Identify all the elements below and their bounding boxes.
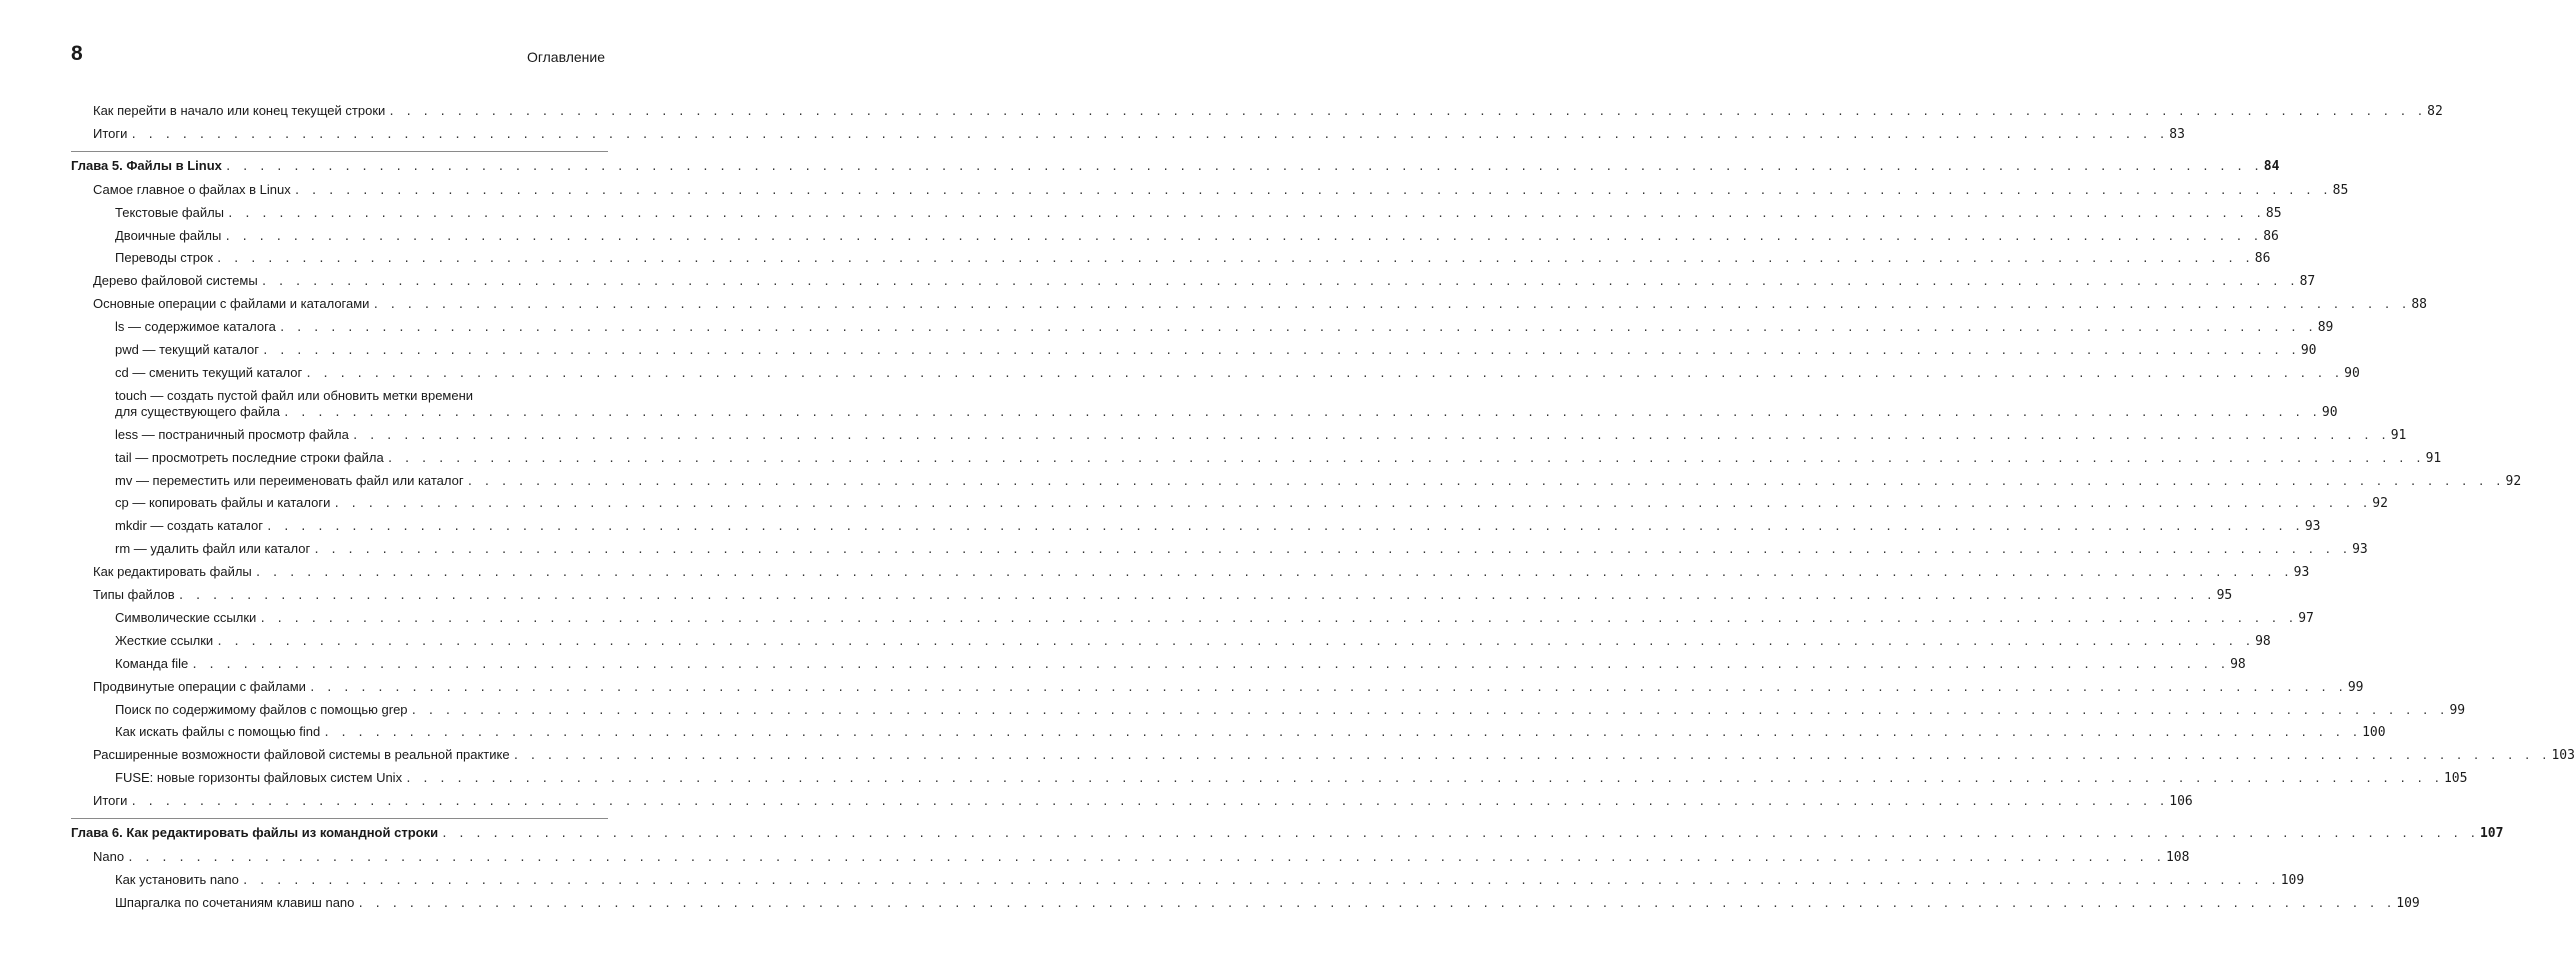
toc-entry-page: 105 — [2443, 771, 2468, 787]
page-number: 8 — [71, 42, 83, 65]
toc-entry-page: 87 — [2299, 274, 2316, 290]
dot-leader: . . . . . . . . . . . . . . . . . . . . . . . . . . . . . . . . . . . . . . . . . . . . . . . . . . . . . . . . . . . . . . . . . . . . . . . . . . . . . . . . . . . . . . . . . . . . . . . . . . . . . . . . . . . . . . . . . . . . . . . . — [333, 497, 2371, 511]
toc-entry-page: 106 — [2169, 794, 2193, 810]
toc-entry-title: Типы файлов — [93, 587, 178, 602]
dot-leader: . . . . . . . . . . . . . . . . . . . . . . . . . . . . . . . . . . . . . . . . . . . . . . . . . . . . . . . . . . . . . . . . . . . . . . . . . . . . . . . . . . . . . . . . . . . . . . . . . . . . . . . . . . . . . . . . . . . . . . . . — [191, 657, 2229, 671]
dot-leader: . . . . . . . . . . . . . . . . . . . . . . . . . . . . . . . . . . . . . . . . . . . . . . . . . . . . . . . . . . . . . . . . . . . . . . . . . . . . . . . . . . . . . . . . . . . . . . . . . . . . . . . . . . . . . . . . . . . . . . . . — [410, 703, 2448, 717]
dot-leader: . . . . . . . . . . . . . . . . . . . . . . . . . . . . . . . . . . . . . . . . . . . . . . . . . . . . . . . . . . . . . . . . . . . . . . . . . . . . . . . . . . . . . . . . . . . . . . . . . . . . . . . . . . . . . . . . . . . . . . . . — [283, 405, 2320, 419]
toc-entry-page: 91 — [2390, 427, 2407, 443]
toc-entry-title: Итоги — [93, 126, 130, 141]
toc-entry-page: 83 — [2169, 126, 2185, 142]
dot-leader: . . . . . . . . . . . . . . . . . . . . . . . . . . . . . . . . . . . . . . . . . . . . . . . . . . . . . . . . . . . . . . . . . . . . . . . . . . . . . . . . . . . . . . . . . . . . . . . . . . . . . . . . . . . . . . . . . . . . . . . . — [323, 726, 2361, 740]
dot-leader: . . . . . . . . . . . . . . . . . . . . . . . . . . . . . . . . . . . . . . . . . . . . . . . . . . . . . . . . . . . . . . . . . . . . . . . . . . . . . . . . . . . . . . . . . . . . . . . . . . . . . . . . . . . . . . . . . . . . . . . . — [127, 850, 2164, 864]
toc-entry-page: 88 — [2411, 297, 2427, 313]
toc-entry-title: Как установить nano — [115, 872, 242, 887]
toc-entry-page: 99 — [2347, 679, 2364, 695]
toc-entry-title: Как перейти в начало или конец текущей строки — [93, 103, 388, 118]
toc-entry-title: Жесткие ссылки — [115, 633, 216, 648]
toc-entry-page: 85 — [2265, 205, 2282, 221]
toc-entry-title: Основные операции с файлами и каталогами — [93, 296, 372, 311]
toc-entry-title: Итоги — [93, 793, 130, 808]
toc-entry-page: 107 — [2479, 826, 2504, 841]
toc-entry-page: 103 — [2551, 748, 2575, 764]
toc-entry-page: 86 — [2263, 228, 2279, 244]
dot-leader: . . . . . . . . . . . . . . . . . . . . . . . . . . . . . . . . . . . . . . . . . . . . . . . . . . . . . . . . . . . . . . . . . . . . . . . . . . . . . . . . . . . . . . . . . . . . . . . . . . . . . . . . . . . . . . . . . . . . . . . . — [293, 183, 2331, 197]
toc-entry-title-line1: touch — создать пустой файл или обновить метки времени — [115, 387, 474, 403]
toc-entry-title: Текстовые файлы — [115, 205, 227, 220]
toc-entry-page: 91 — [2425, 450, 2442, 466]
toc-entry-page: 93 — [2352, 542, 2368, 558]
dot-leader: . . . . . . . . . . . . . . . . . . . . . . . . . . . . . . . . . . . . . . . . . . . . . . . . . . . . . . . . . . . . . . . . . . . . . . . . . . . . . . . . . . . . . . . . . . . . . . . . . . . . . . . . . . . . . . . . . . . . . . . . — [224, 159, 2262, 173]
toc-entry-title: FUSE: новые горизонты файловых систем Unix — [115, 770, 405, 785]
toc-entry-page: 90 — [2321, 404, 2338, 420]
dot-leader: . . . . . . . . . . . . . . . . . . . . . . . . . . . . . . . . . . . . . . . . . . . . . . . . . . . . . . . . . . . . . . . . . . . . . . . . . . . . . . . . . . . . . . . . . . . . . . . . . . . . . . . . . . . . . . . . . . . . . . . . — [177, 589, 2215, 602]
dot-leader: . . . . . . . . . . . . . . . . . . . . . . . . . . . . . . . . . . . . . . . . . . . . . . . . . . . . . . . . . . . . . . . . . . . . . . . . . . . . . . . . . . . . . . . . . . . . . . . . . . . . . . . . . . . . . . . . . . . . . . . . — [372, 298, 2410, 312]
toc-entry-page: 89 — [2317, 320, 2334, 336]
running-head: Оглавление — [526, 49, 605, 65]
toc-entry-page: 85 — [2332, 182, 2349, 198]
toc-entry-title: для существующего файла — [115, 404, 283, 419]
dot-leader: . . . . . . . . . . . . . . . . . . . . . . . . . . . . . . . . . . . . . . . . . . . . . . . . . . . . . . . . . . . . . . . . . . . . . . . . . . . . . . . . . . . . . . . . . . . . . . . . . . . . . . . . . . . . . . . . . . . . . . . . — [278, 321, 2316, 335]
toc-entry-page: 100 — [2362, 725, 2386, 741]
dot-leader: . . . . . . . . . . . . . . . . . . . . . . . . . . . . . . . . . . . . . . . . . . . . . . . . . . . . . . . . . . . . . . . . . . . . . . . . . . . . . . . . . . . . . . . . . . . . . . . . . . . . . . . . . . . . . . . . . . . . . . . . — [216, 634, 2254, 648]
dot-leader: . . . . . . . . . . . . . . . . . . . . . . . . . . . . . . . . . . . . . . . . . . . . . . . . . . . . . . . . . . . . . . . . . . . . . . . . . . . . . . . . . . . . . . . . . . . . . . . . . . . . . . . . . . . . . . . . . . . . . . . . — [259, 611, 2297, 625]
toc-entry-title: ls — содержимое каталога — [115, 319, 279, 334]
toc-entry-page: 109 — [2280, 872, 2305, 888]
toc-entry-title: pwd — текущий каталог — [115, 342, 262, 357]
toc-entry-title: Команда file — [115, 656, 191, 671]
chapter-divider — [71, 818, 608, 819]
dot-leader: . . . . . . . . . . . . . . . . . . . . . . . . . . . . . . . . . . . . . . . . . . . . . . . . . . . . . . . . . . . . . . . . . . . . . . . . . . . . . . . . . . . . . . . . . . . . . . . . . . . . . . . . . . . . . . . . . . . . . . . . — [260, 275, 2298, 289]
dot-leader: . . . . . . . . . . . . . . . . . . . . . . . . . . . . . . . . . . . . . . . . . . . . . . . . . . . . . . . . . . . . . . . . . . . . . . . . . . . . . . . . . . . . . . . . . . . . . . . . . . . . . . . . . . . . . . . . . . . . . . . . — [215, 252, 2253, 266]
dot-leader: . . . . . . . . . . . . . . . . . . . . . . . . . . . . . . . . . . . . . . . . . . . . . . . . . . . . . . . . . . . . . . . . . . . . . . . . . . . . . . . . . . . . . . . . . . . . . . . . . . . . . . . . . . . . . . . . . . . . . . . . — [254, 566, 2292, 580]
toc-entry-title: Nano — [93, 849, 127, 864]
dot-leader: . . . . . . . . . . . . . . . . . . . . . . . . . . . . . . . . . . . . . . . . . . . . . . . . . . . . . . . . . . . . . . . . . . . . . . . . . . . . . . . . . . . . . . . . . . . . . . . . . . . . . . . . . . . . . . . . . . . . . . . . — [313, 543, 2351, 557]
dot-leader: . . . . . . . . . . . . . . . . . . . . . . . . . . . . . . . . . . . . . . . . . . . . . . . . . . . . . . . . . . . . . . . . . . . . . . . . . . . . . . . . . . . . . . . . . . . . . . . . . . . . . . . . . . . . . . . . . . . . . . . . — [388, 105, 2426, 118]
dot-leader: . . . . . . . . . . . . . . . . . . . . . . . . . . . . . . . . . . . . . . . . . . . . . . . . . . . . . . . . . . . . . . . . . . . . . . . . . . . . . . . . . . . . . . . . . . . . . . . . . . . . . . . . . . . . . . . . . . . . . . . . — [441, 827, 2478, 840]
toc-entry-page: 98 — [2255, 633, 2271, 649]
toc-entry-page: 93 — [2304, 519, 2321, 535]
dot-leader: . . . . . . . . . . . . . . . . . . . . . . . . . . . . . . . . . . . . . . . . . . . . . . . . . . . . . . . . . . . . . . . . . . . . . . . . . . . . . . . . . . . . . . . . . . . . . . . . . . . . . . . . . . . . . . . . . . . . . . . . — [405, 772, 2442, 786]
toc-entry-title: Дерево файловой системы — [93, 273, 261, 288]
dot-leader: . . . . . . . . . . . . . . . . . . . . . . . . . . . . . . . . . . . . . . . . . . . . . . . . . . . . . . . . . . . . . . . . . . . . . . . . . . . . . . . . . . . . . . . . . . . . . . . . . . . . . . . . . . . . . . . . . . . . . . . . — [512, 749, 2550, 763]
toc-entry-page: 90 — [2300, 343, 2317, 358]
toc-entry-title: Поиск по содержимому файлов с помощью grep — [115, 702, 411, 717]
toc-entry-page: 99 — [2449, 702, 2466, 718]
toc-entry-title: Расширенные возможности файловой системы в реальной практике — [93, 747, 513, 762]
dot-leader: . . . . . . . . . . . . . . . . . . . . . . . . . . . . . . . . . . . . . . . . . . . . . . . . . . . . . . . . . . . . . . . . . . . . . . . . . . . . . . . . . . . . . . . . . . . . . . . . . . . . . . . . . . . . . . . . . . . . . . . . — [130, 127, 2168, 141]
dot-leader: . . . . . . . . . . . . . . . . . . . . . . . . . . . . . . . . . . . . . . . . . . . . . . . . . . . . . . . . . . . . . . . . . . . . . . . . . . . . . . . . . . . . . . . . . . . . . . . . . . . . . . . . . . . . . . . . . . . . . . . . — [130, 795, 2168, 809]
toc-entry-title: mv — переместить или переименовать файл или каталог — [115, 473, 467, 488]
toc-entry-page: 90 — [2344, 365, 2360, 381]
toc-entry-title: Как искать файлы с помощью find — [115, 724, 323, 739]
toc-entry-page: 92 — [2505, 473, 2522, 489]
dot-leader: . . . . . . . . . . . . . . . . . . . . . . . . . . . . . . . . . . . . . . . . . . . . . . . . . . . . . . . . . . . . . . . . . . . . . . . . . . . . . . . . . . . . . . . . . . . . . . . . . . . . . . . . . . . . . . . . . . . . . . . . — [308, 680, 2346, 694]
toc-entry-title: rm — удалить файл или каталог — [115, 541, 313, 556]
dot-leader: . . . . . . . . . . . . . . . . . . . . . . . . . . . . . . . . . . . . . . . . . . . . . . . . . . . . . . . . . . . . . . . . . . . . . . . . . . . . . . . . . . . . . . . . . . . . . . . . . . . . . . . . . . . . . . . . . . . . . . . . — [261, 344, 2299, 357]
dot-leader: . . . . . . . . . . . . . . . . . . . . . . . . . . . . . . . . . . . . . . . . . . . . . . . . . . . . . . . . . . . . . . . . . . . . . . . . . . . . . . . . . . . . . . . . . . . . . . . . . . . . . . . . . . . . . . . . . . . . . . . . — [305, 366, 2343, 380]
dot-leader: . . . . . . . . . . . . . . . . . . . . . . . . . . . . . . . . . . . . . . . . . . . . . . . . . . . . . . . . . . . . . . . . . . . . . . . . . . . . . . . . . . . . . . . . . . . . . . . . . . . . . . . . . . . . . . . . . . . . . . . . — [241, 873, 2279, 887]
chapter-divider — [71, 151, 608, 152]
toc-entry-title: cd — сменить текущий каталог — [115, 365, 305, 380]
dot-leader: . . . . . . . . . . . . . . . . . . . . . . . . . . . . . . . . . . . . . . . . . . . . . . . . . . . . . . . . . . . . . . . . . . . . . . . . . . . . . . . . . . . . . . . . . . . . . . . . . . . . . . . . . . . . . . . . . . . . . . . . — [227, 206, 2264, 220]
toc-entry-page: 97 — [2298, 610, 2314, 626]
toc-entry-title: Глава 5. Файлы в Linux — [71, 158, 225, 173]
toc-entry-page: 93 — [2293, 565, 2310, 581]
toc-entry-title: Двоичные файлы — [115, 228, 224, 243]
toc-entry-title: Как редактировать файлы — [93, 564, 255, 579]
toc-entry-page: 98 — [2230, 656, 2246, 672]
toc-entry-title: Самое главное о файлах в Linux — [93, 182, 294, 197]
dot-leader: . . . . . . . . . . . . . . . . . . . . . . . . . . . . . . . . . . . . . . . . . . . . . . . . . . . . . . . . . . . . . . . . . . . . . . . . . . . . . . . . . . . . . . . . . . . . . . . . . . . . . . . . . . . . . . . . . . . . . . . . — [265, 520, 2303, 534]
toc-entry-title: Глава 6. Как редактировать файлы из командной строки — [71, 825, 441, 840]
dot-leader: . . . . . . . . . . . . . . . . . . . . . . . . . . . . . . . . . . . . . . . . . . . . . . . . . . . . . . . . . . . . . . . . . . . . . . . . . . . . . . . . . . . . . . . . . . . . . . . . . . . . . . . . . . . . . . . . . . . . . . . . — [466, 474, 2504, 488]
toc-entry-title: Переводы строк — [115, 250, 216, 265]
toc-entry-page: 86 — [2254, 251, 2271, 267]
dot-leader: . . . . . . . . . . . . . . . . . . . . . . . . . . . . . . . . . . . . . . . . . . . . . . . . . . . . . . . . . . . . . . . . . . . . . . . . . . . . . . . . . . . . . . . . . . . . . . . . . . . . . . . . . . . . . . . . . . . . . . . . — [357, 896, 2395, 910]
dot-leader: . . . . . . . . . . . . . . . . . . . . . . . . . . . . . . . . . . . . . . . . . . . . . . . . . . . . . . . . . . . . . . . . . . . . . . . . . . . . . . . . . . . . . . . . . . . . . . . . . . . . . . . . . . . . . . . . . . . . . . . . — [224, 229, 2262, 243]
toc-entry-page: 109 — [2396, 895, 2420, 911]
toc-entry-page: 95 — [2216, 588, 2233, 603]
toc-entry-page: 82 — [2427, 104, 2443, 119]
toc-entry-page: 92 — [2372, 496, 2388, 512]
toc-entry-title: cp — копировать файлы и каталоги — [115, 495, 333, 510]
toc-entry-title: Продвинутые операции с файлами — [93, 679, 309, 694]
toc-entry-title: mkdir — создать каталог — [115, 518, 266, 533]
toc-entry-page: 84 — [2263, 158, 2280, 174]
toc-entry-title: Символические ссылки — [115, 610, 259, 625]
toc-entry-title: tail — просмотреть последние строки файла — [115, 450, 387, 465]
dot-leader: . . . . . . . . . . . . . . . . . . . . . . . . . . . . . . . . . . . . . . . . . . . . . . . . . . . . . . . . . . . . . . . . . . . . . . . . . . . . . . . . . . . . . . . . . . . . . . . . . . . . . . . . . . . . . . . . . . . . . . . . — [351, 428, 2389, 442]
toc-entry-page: 108 — [2165, 849, 2190, 865]
toc-entry-title: less — постраничный просмотр файла — [115, 427, 352, 442]
dot-leader: . . . . . . . . . . . . . . . . . . . . . . . . . . . . . . . . . . . . . . . . . . . . . . . . . . . . . . . . . . . . . . . . . . . . . . . . . . . . . . . . . . . . . . . . . . . . . . . . . . . . . . . . . . . . . . . . . . . . . . . . — [386, 451, 2424, 465]
toc-entry-title: Шпаргалка по сочетаниям клавиш nano — [115, 895, 357, 910]
